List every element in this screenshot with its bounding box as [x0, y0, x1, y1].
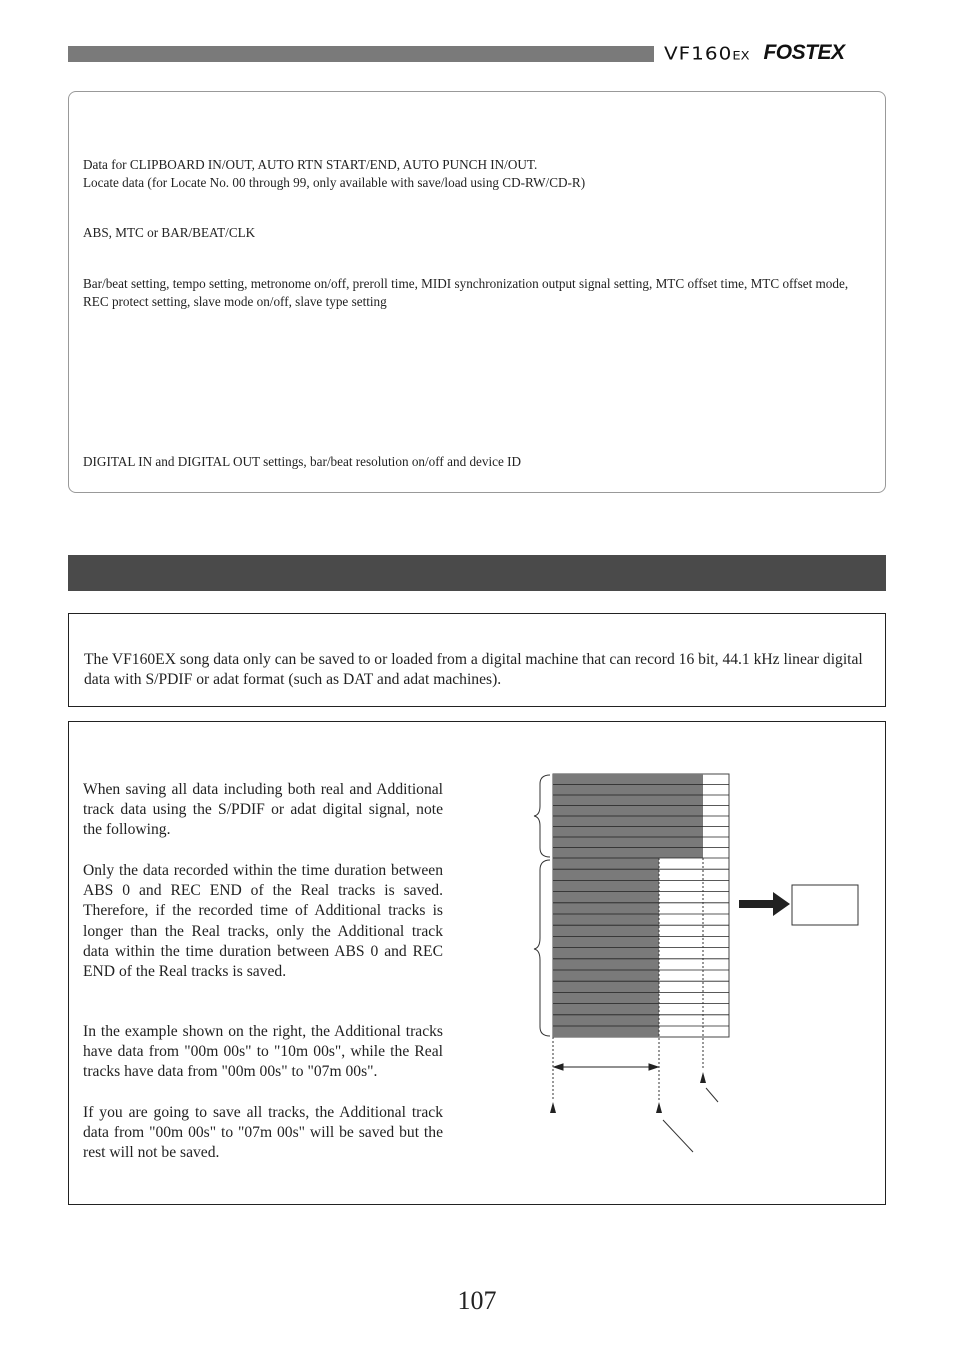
model-logo: VF160EX	[664, 42, 750, 64]
saved-data-line: DIGITAL IN and DIGITAL OUT settings, bar/beat resolution on/off and device ID	[83, 454, 522, 469]
header-bar	[68, 46, 654, 62]
leader-line	[663, 1120, 693, 1152]
section-header-bar	[68, 555, 886, 591]
real-tracks-brace	[534, 775, 550, 857]
track-diagram	[530, 770, 870, 1160]
saved-data-line: Locate data (for Locate No. 00 through 99, only available with save/load using CD-RW/CD-R)	[83, 175, 586, 190]
rec-end-real-marker-icon	[656, 1102, 662, 1113]
saved-data-line: Data for CLIPBOARD IN/OUT, AUTO RTN START/END, AUTO PUNCH IN/OUT.	[83, 157, 538, 172]
span-arrow	[554, 1064, 658, 1070]
header-logo	[664, 40, 845, 66]
leader-line	[706, 1088, 718, 1102]
saved-data-line: ABS, MTC or BAR/BEAT/CLK	[83, 225, 256, 240]
output-arrow-icon	[739, 892, 790, 916]
abs0-marker-icon	[550, 1102, 556, 1113]
page-number: 107	[457, 1286, 497, 1315]
saved-data-line: Bar/beat setting, tempo setting, metronome on/off, preroll time, MIDI synchronization output signal setting, MTC offset time, MTC offset mode, REC protect setting, slave mode on/off, slave type setting	[83, 276, 849, 309]
additional-tracks-brace	[534, 860, 550, 1036]
rec-end-additional-marker-icon	[700, 1072, 706, 1083]
note-text: The VF160EX song data only can be saved to or loaded from a digital machine that can record 16 bit, 44.1 kHz linear digital data with S/PDIF or adat format (such as DAT and adat machines).	[84, 651, 863, 689]
caution-paragraph: Only the data recorded within the time duration between ABS 0 and REC END of the Real tracks is saved. Therefore, if the recorded time of Additional tracks is longer than the Real tracks, only the Additional track data within the time duration between ABS 0 and REC END of the Real tracks is saved.	[83, 862, 443, 981]
brand-logo: FOSTEX	[763, 41, 845, 64]
destination-device-box	[792, 885, 858, 925]
caution-paragraph: If you are going to save all tracks, the Additional track data from "00m 00s" to "07m 00s" will be saved but the rest will not be saved.	[83, 1104, 443, 1162]
caution-paragraph: In the example shown on the right, the Additional tracks have data from "00m 00s" to "10m 00s", while the Real tracks have data from "00m 00s" to "07m 00s".	[83, 1023, 443, 1081]
caution-paragraph: When saving all data including both real and Additional track data using the S/PDIF or adat digital signal, note the following.	[83, 781, 443, 839]
